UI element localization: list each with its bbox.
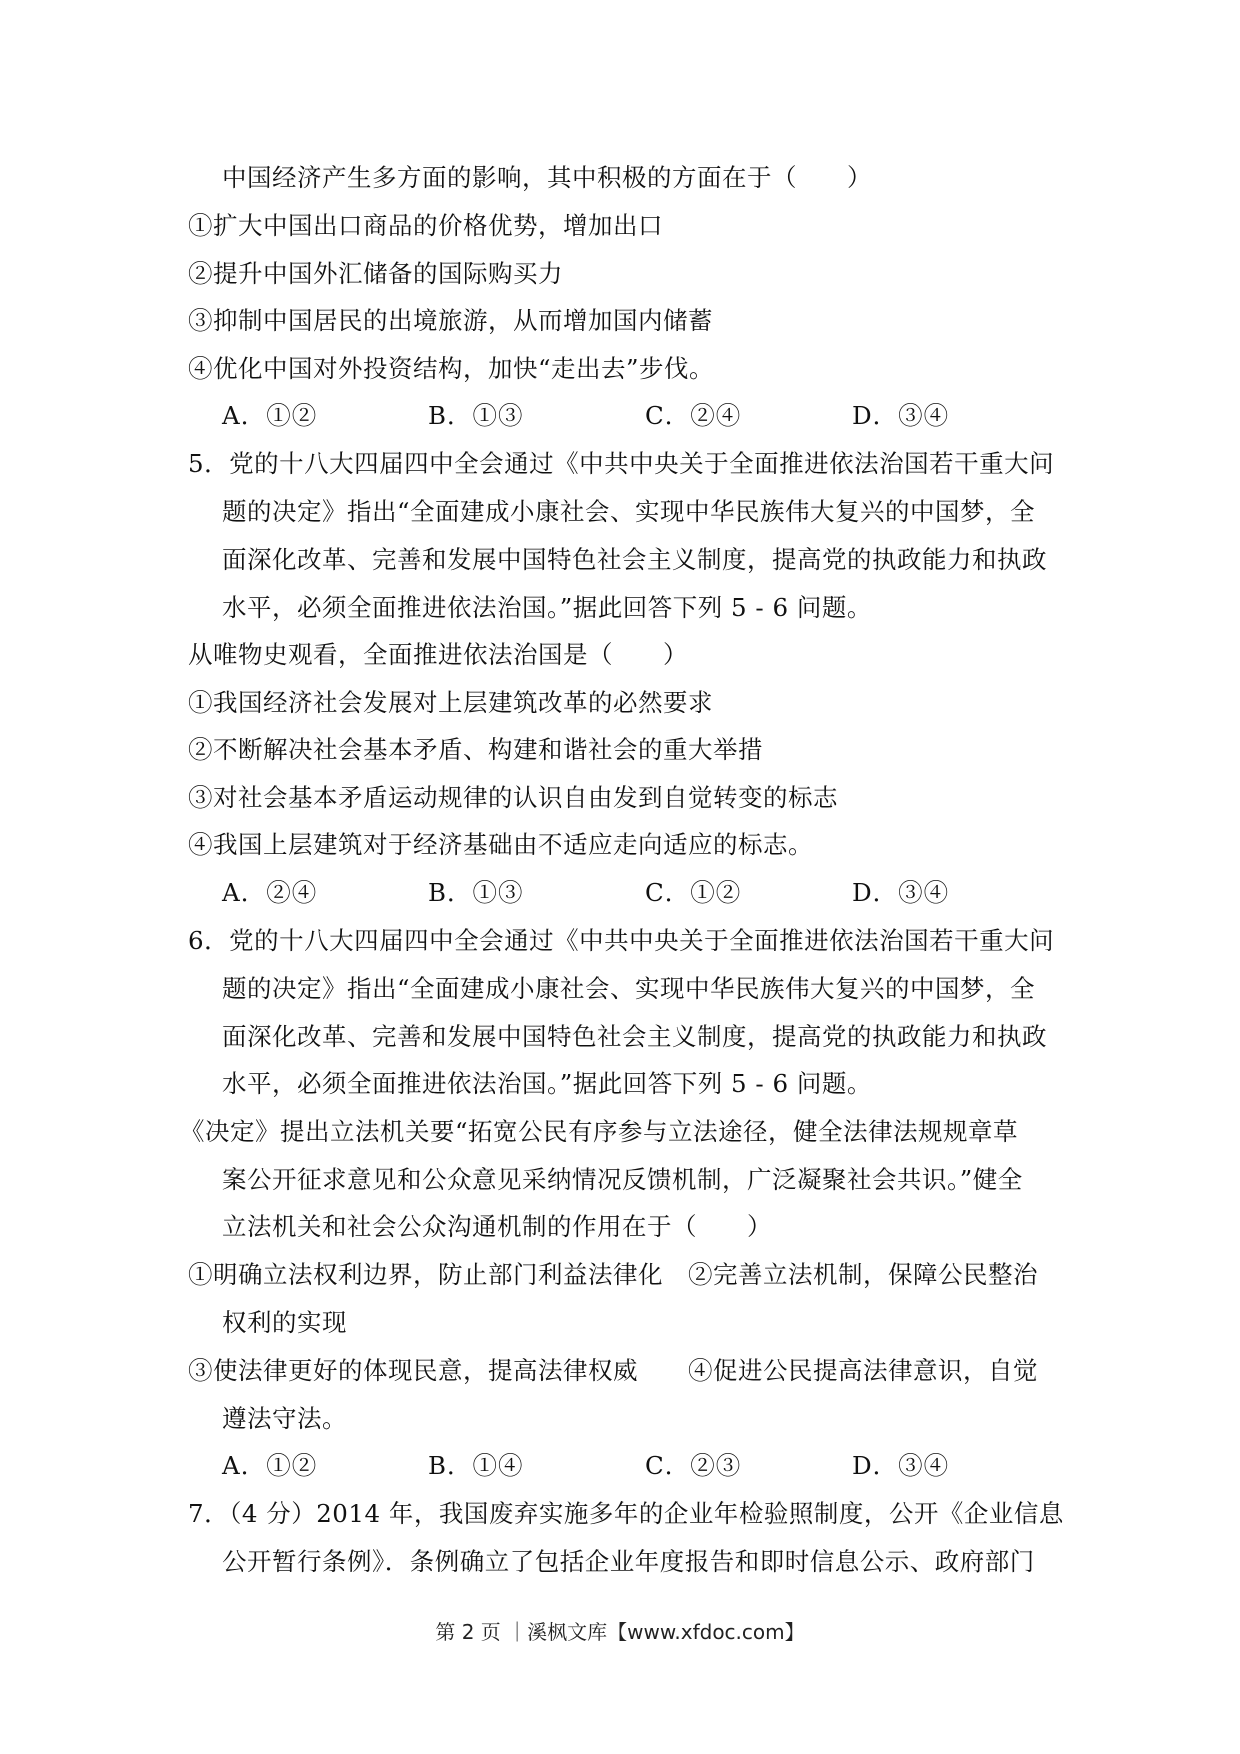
option-a: A．②④ [222,878,318,907]
question-5-intro: 5．党的十八大四届四中全会通过《中共中央关于全面推进依法治国若干重大问 [188,449,1055,478]
question-5-stem: 从唯物史观看，全面推进依法治国是（ ） [188,640,688,669]
question-6-intro: 题的决定》指出“全面建成小康社会、实现中华民族伟大复兴的中国梦，全 [222,974,1036,1003]
choice-item: ③对社会基本矛盾运动规律的认识自由发到自觉转变的标志 [188,783,838,812]
option-b: B．①③ [428,878,524,907]
question-5-intro: 水平，必须全面推进依法治国。”据此回答下列 5 - 6 问题。 [222,593,872,622]
question-7-stem: 公开暂行条例》．条例确立了包括企业年度报告和即时信息公示、政府部门 [222,1547,1035,1576]
option-b: B．①③ [428,401,524,430]
choice-item: ③抑制中国居民的出境旅游，从而增加国内储蓄 [188,306,713,335]
option-c: C．①② [645,878,742,907]
question-6-intro: 水平，必须全面推进依法治国。”据此回答下列 5 - 6 问题。 [222,1069,872,1098]
option-a: A．①② [222,401,318,430]
choice-item: ①明确立法权利边界，防止部门利益法律化 ②完善立法机制，保障公民整治 [188,1260,1038,1289]
choice-item: ③使法律更好的体现民意，提高法律权威 ④促进公民提高法律意识，自觉 [188,1356,1038,1385]
choice-item: 权利的实现 [222,1308,347,1337]
option-d: D．③④ [852,878,950,907]
question-stem-tail: 中国经济产生多方面的影响，其中积极的方面在于（ ） [222,163,872,192]
question-7-stem: 7．（4 分）2014 年，我国废弃实施多年的企业年检验照制度，公开《企业信息 [188,1499,1064,1528]
question-6-stem: 立法机关和社会公众沟通机制的作用在于（ ） [222,1212,772,1241]
choice-item: 遵法守法。 [222,1404,347,1433]
question-6-intro: 面深化改革、完善和发展中国特色社会主义制度，提高党的执政能力和执政 [222,1022,1047,1051]
question-6-stem: 《决定》提出立法机关要“拓宽公民有序参与立法途径，健全法律法规规章草 [180,1117,1019,1146]
choice-item: ②不断解决社会基本矛盾、构建和谐社会的重大举措 [188,735,763,764]
choice-item: ④优化中国对外投资结构，加快“走出去”步伐。 [188,354,715,383]
option-c: C．②④ [645,401,742,430]
option-d: D．③④ [852,1451,950,1480]
choice-item: ①扩大中国出口商品的价格优势，增加出口 [188,211,663,240]
option-b: B．①④ [428,1451,524,1480]
question-6-stem: 案公开征求意见和公众意见采纳情况反馈机制，广泛凝聚社会共识。”健全 [222,1165,1023,1194]
choice-item: ①我国经济社会发展对上层建筑改革的必然要求 [188,688,713,717]
question-6-intro: 6．党的十八大四届四中全会通过《中共中央关于全面推进依法治国若干重大问 [188,926,1055,955]
option-a: A．①② [222,1451,318,1480]
option-d: D．③④ [852,401,950,430]
page-footer: 第 2 页 ｜溪枫文库【www.xfdoc.com】 [435,1620,805,1644]
question-5-intro: 面深化改革、完善和发展中国特色社会主义制度，提高党的执政能力和执政 [222,545,1047,574]
question-5-intro: 题的决定》指出“全面建成小康社会、实现中华民族伟大复兴的中国梦，全 [222,497,1036,526]
choice-item: ④我国上层建筑对于经济基础由不适应走向适应的标志。 [188,830,813,859]
choice-item: ②提升中国外汇储备的国际购买力 [188,259,563,288]
option-c: C．②③ [645,1451,742,1480]
